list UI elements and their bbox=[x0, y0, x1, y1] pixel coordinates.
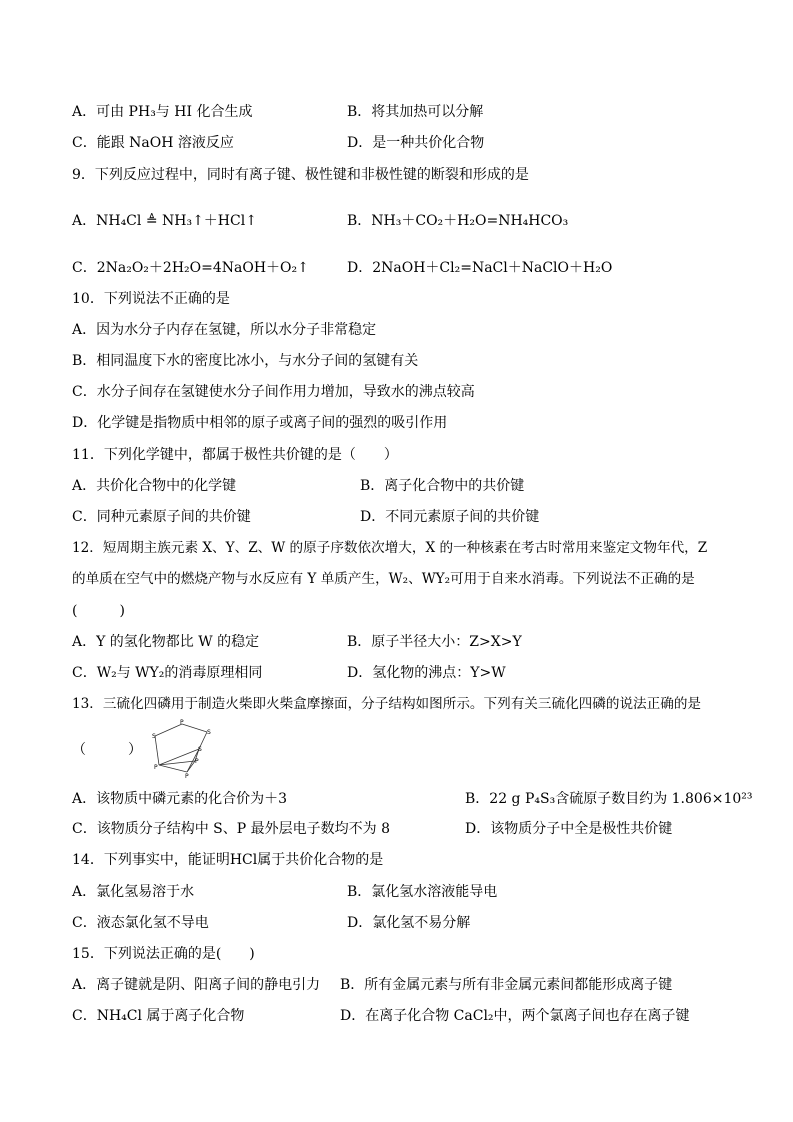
q9-stem: 9．下列反应过程中，同时有离子键、极性键和非极性键的断裂和形成的是 bbox=[72, 167, 529, 183]
q15-option-c: C．NH₄Cl 属于离子化合物 bbox=[72, 1008, 245, 1024]
q10-option-d: D．化学键是指物质中相邻的原子或离子间的强烈的吸引作用 bbox=[72, 415, 448, 431]
atom-label: P bbox=[180, 719, 184, 726]
q8-option-c: C．能跟 NaOH 溶液反应 bbox=[72, 135, 234, 151]
q13-answer-paren: （ ） bbox=[72, 742, 142, 758]
atom-label: S bbox=[152, 733, 156, 740]
p4s3-molecule-diagram bbox=[147, 719, 217, 779]
q12-option-c: C．W₂与 WY₂的消毒原理相同 bbox=[72, 665, 263, 681]
q12-stem-line3: ( ) bbox=[72, 603, 125, 619]
q10-option-b: B．相同温度下水的密度比冰小，与水分子间的氢键有关 bbox=[72, 353, 419, 369]
q12-stem-line1: 12．短周期主族元素 X、Y、Z、W 的原子序数依次增大，X 的一种核素在考古时常用来鉴定文物年代，Z bbox=[72, 540, 708, 556]
q10-option-c: C．水分子间存在氢键使水分子间作用力增加，导致水的沸点较高 bbox=[72, 384, 475, 400]
q11-stem: 11．下列化学键中，都属于极性共价键的是（ ） bbox=[72, 447, 398, 463]
q11-option-a: A．共价化合物中的化学键 bbox=[72, 478, 237, 494]
q13-option-a: A．该物质中磷元素的化合价为＋3 bbox=[72, 791, 288, 807]
q9-option-c: C．2Na₂O₂＋2H₂O=4NaOH＋O₂↑ bbox=[72, 260, 309, 276]
q15-option-d: D．在离子化合物 CaCl₂中，两个氯离子间也存在离子键 bbox=[340, 1008, 690, 1024]
q13-option-b: B．22 g P₄S₃含硫原子数目约为 1.806×10²³ bbox=[465, 791, 753, 807]
q14-option-c: C．液态氯化氢不导电 bbox=[72, 915, 209, 931]
q13-option-c: C．该物质分子结构中 S、P 最外层电子数均不为 8 bbox=[72, 821, 390, 837]
atom-label: P bbox=[154, 764, 158, 771]
q11-option-c: C．同种元素原子间的共价键 bbox=[72, 509, 251, 525]
q15-option-b: B．所有金属元素与所有非金属元素间都能形成离子键 bbox=[340, 977, 673, 993]
atom-label: S bbox=[207, 729, 211, 736]
q15-stem: 15．下列说法正确的是( ) bbox=[72, 946, 255, 962]
q10-option-a: A．因为水分子内存在氢键，所以水分子非常稳定 bbox=[72, 322, 377, 338]
atom-label: P bbox=[185, 773, 189, 779]
q10-stem: 10．下列说法不正确的是 bbox=[72, 291, 230, 307]
q8-option-d: D．是一种共价化合物 bbox=[347, 135, 485, 151]
q13-option-d: D．该物质分子中全是极性共价键 bbox=[465, 821, 673, 837]
q9-option-b: B．NH₃＋CO₂＋H₂O=NH₄HCO₃ bbox=[347, 213, 569, 229]
q9-option-a: A．NH₄Cl ≜ NH₃↑＋HCl↑ bbox=[72, 213, 257, 229]
atom-label: S bbox=[198, 746, 202, 753]
q12-option-b: B．原子半径大小：Z>X>Y bbox=[347, 634, 522, 650]
q11-option-b: B．离子化合物中的共价键 bbox=[360, 478, 525, 494]
q9-option-d: D．2NaOH＋Cl₂=NaCl＋NaClO＋H₂O bbox=[347, 260, 613, 276]
q14-stem: 14．下列事实中，能证明HCl属于共价化合物的是 bbox=[72, 852, 384, 868]
atom-label: P bbox=[195, 758, 199, 765]
q14-option-b: B．氯化氢水溶液能导电 bbox=[347, 884, 498, 900]
q14-option-a: A．氯化氢易溶于水 bbox=[72, 884, 195, 900]
q12-option-d: D．氢化物的沸点：Y>W bbox=[347, 665, 506, 681]
q8-option-b: B．将其加热可以分解 bbox=[347, 104, 484, 120]
q11-option-d: D．不同元素原子间的共价键 bbox=[360, 509, 540, 525]
q15-option-a: A．离子键就是阴、阳离子间的静电引力 bbox=[72, 977, 321, 993]
q12-stem-line2: 的单质在空气中的燃烧产物与水反应有 Y 单质产生，W₂、WY₂可用于自来水消毒。下列说法不正确的是 bbox=[72, 571, 695, 587]
q14-option-d: D．氯化氢不易分解 bbox=[347, 915, 471, 931]
q12-option-a: A．Y 的氢化物都比 W 的稳定 bbox=[72, 634, 260, 650]
q8-option-a: A．可由 PH₃与 HI 化合生成 bbox=[72, 104, 253, 120]
q13-stem: 13．三硫化四磷用于制造火柴即火柴盒摩擦面，分子结构如图所示。下列有关三硫化四磷的说法正确的是 bbox=[72, 696, 702, 712]
